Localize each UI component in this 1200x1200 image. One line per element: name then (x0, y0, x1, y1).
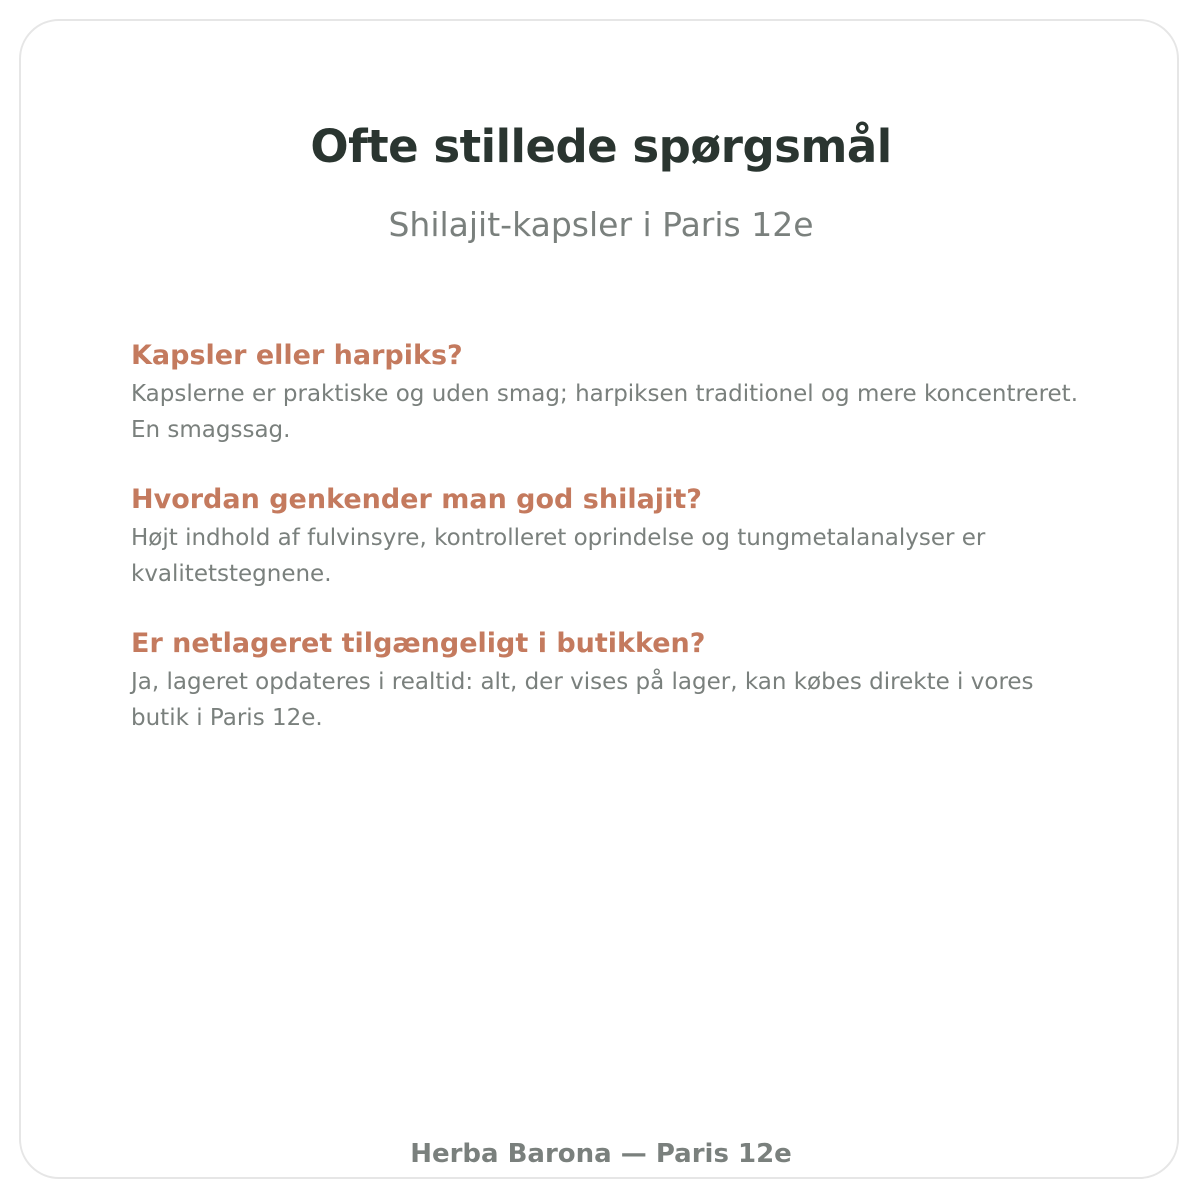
faq-answer: Kapslerne er praktiske og uden smag; harpiksen traditionel og mere koncentreret. En smagssag. (131, 381, 1079, 443)
faq-question: Kapsler eller harpiks? (131, 340, 463, 371)
faq-list (131, 338, 1091, 770)
page-subtitle: Shilajit-kapsler i Paris 12e (388, 205, 814, 244)
footer-brand: Herba Barona — Paris 12e (410, 1139, 792, 1169)
faq-question: Hvordan genkender man god shilajit? (131, 484, 702, 515)
faq-answer: Ja, lageret opdateres i realtid: alt, der vises på lager, kan købes direkte i vores butik i Paris 12e. (131, 669, 1034, 731)
faq-card (19, 19, 1179, 1179)
faq-item (131, 338, 1091, 448)
page-title: Ofte stillede spørgsmål (310, 120, 892, 173)
faq-answer: Højt indhold af fulvinsyre, kontrolleret oprindelse og tungmetalanalyser er kvalitetstegnene. (131, 525, 986, 587)
faq-item (131, 482, 1091, 592)
faq-question: Er netlageret tilgængeligt i butikken? (131, 628, 706, 659)
faq-item (131, 626, 1091, 736)
